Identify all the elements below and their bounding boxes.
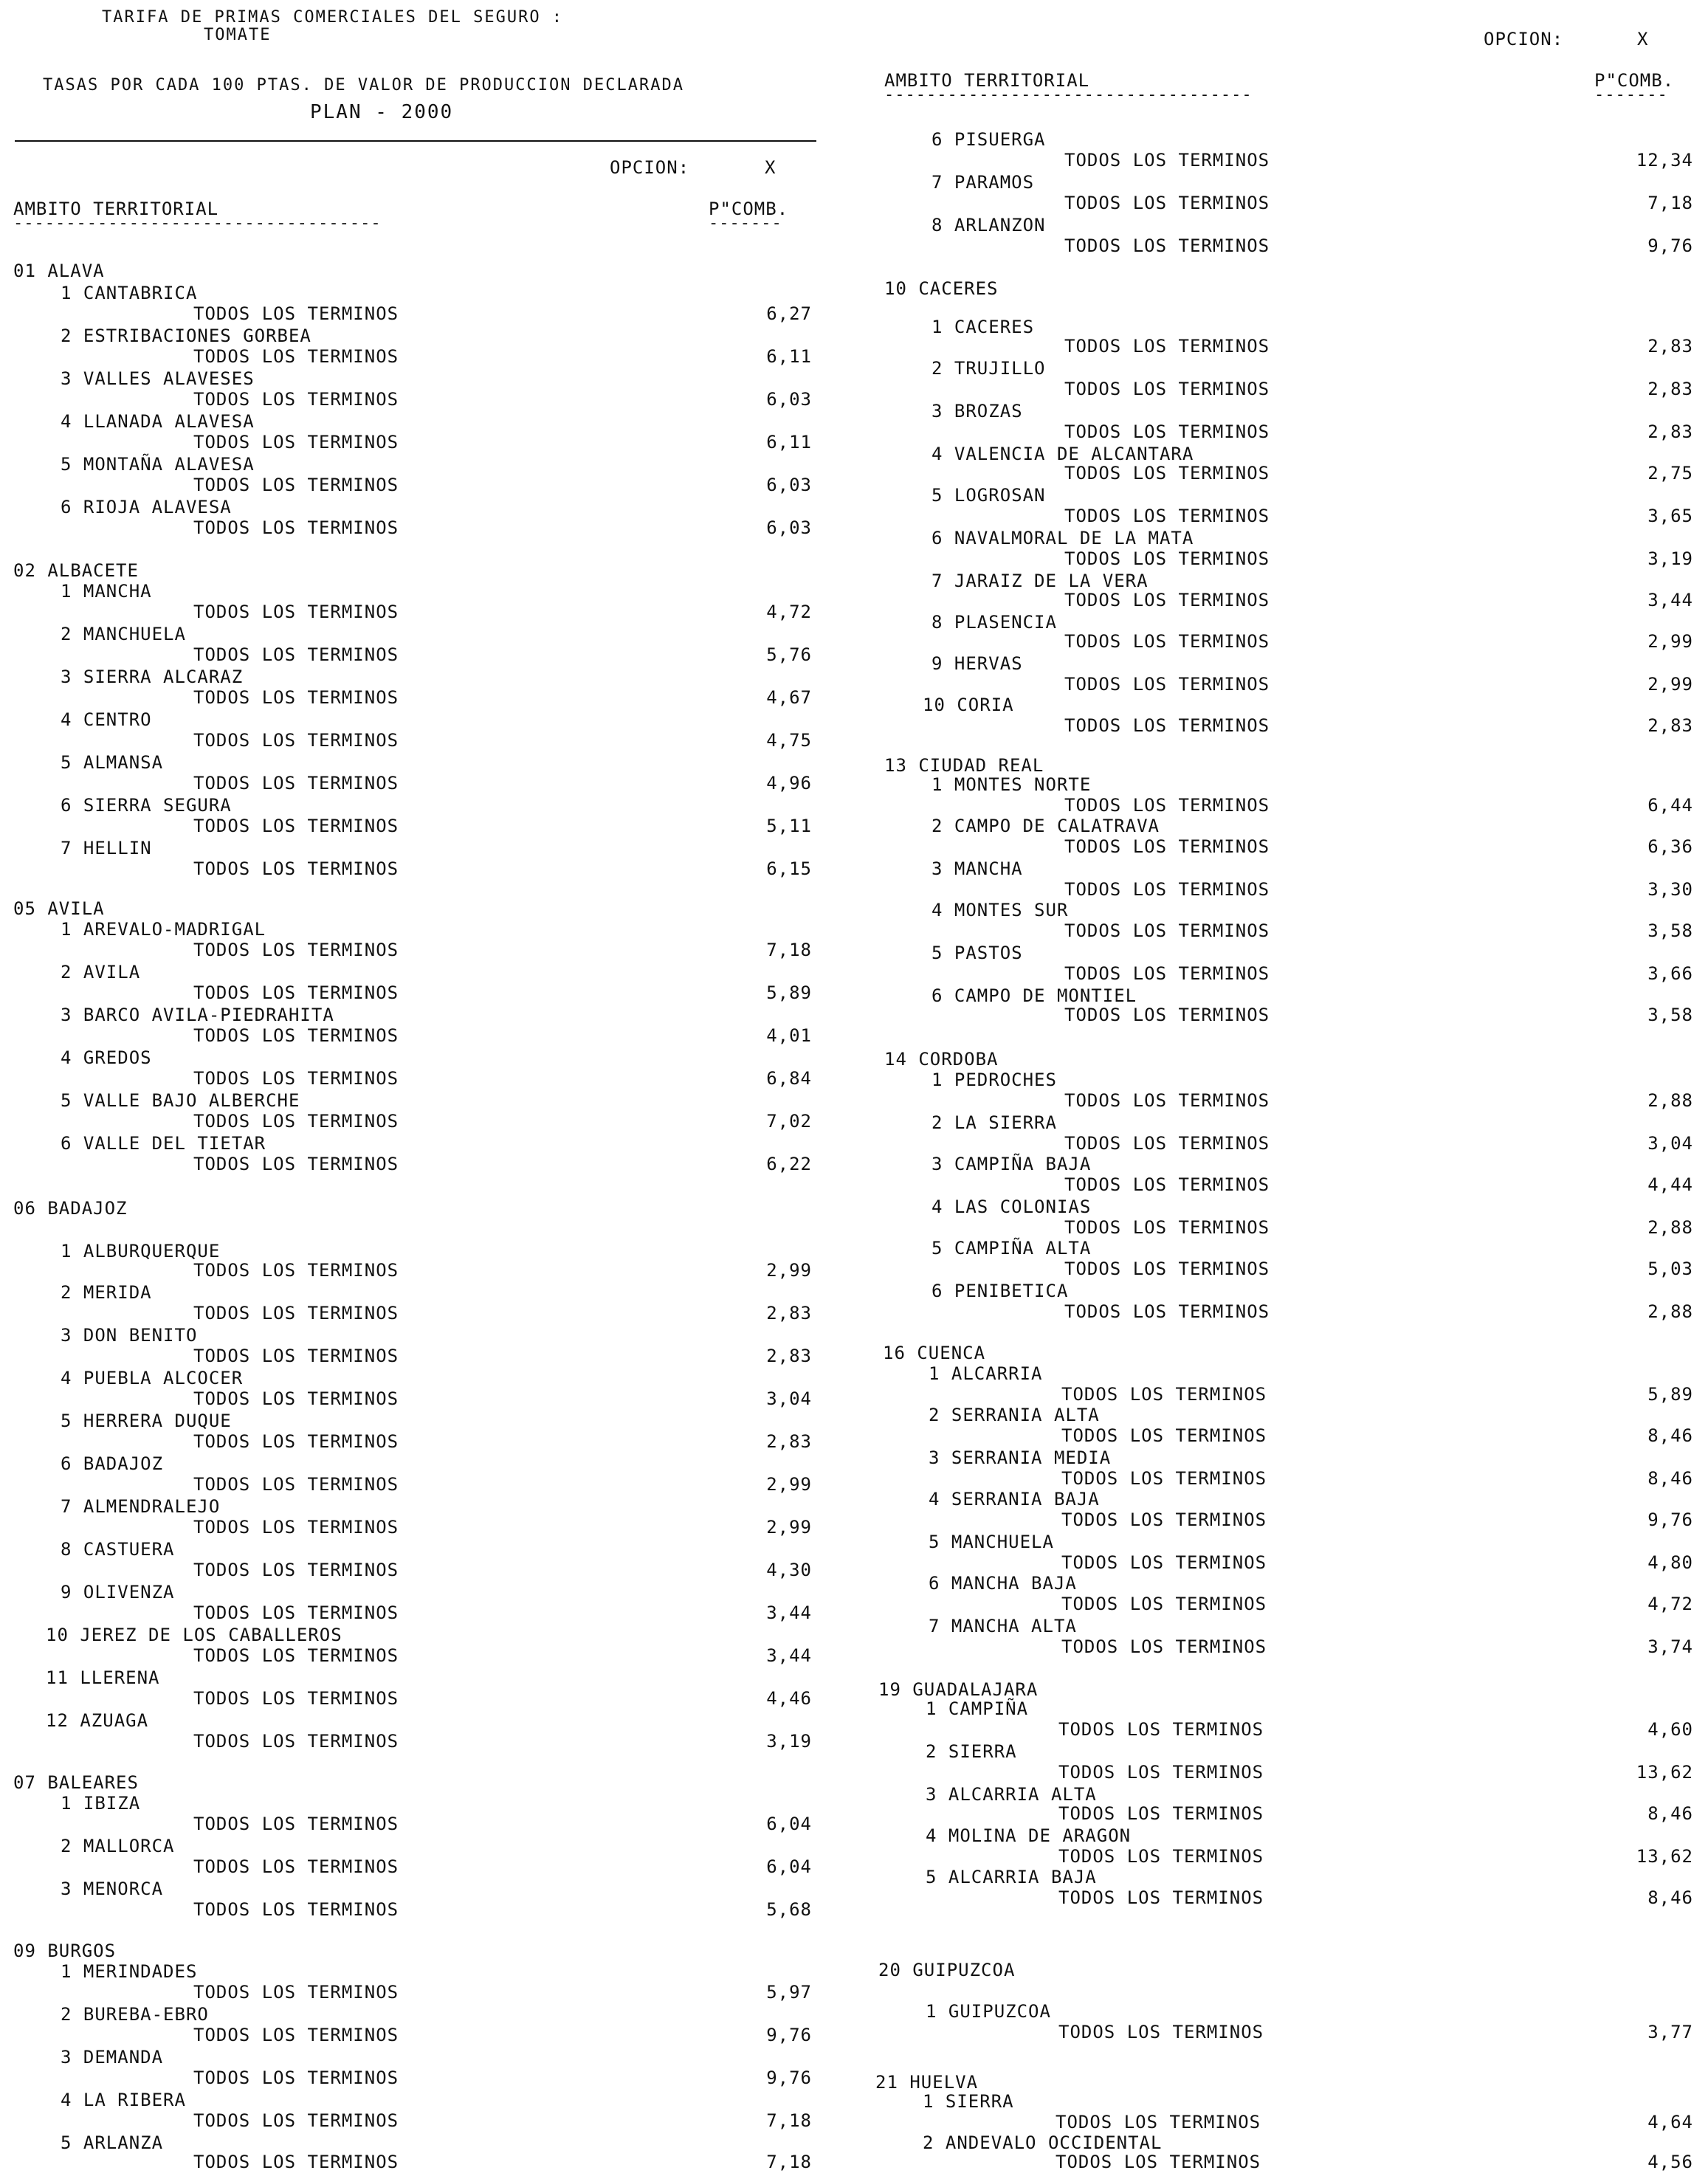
zone-term: TODOS LOS TERMINOS bbox=[193, 303, 399, 324]
zone-rate: 3,04 bbox=[1647, 1133, 1693, 1154]
zone-name: 3 DEMANDA bbox=[61, 2047, 164, 2067]
zone-term: TODOS LOS TERMINOS bbox=[1064, 836, 1270, 857]
zone-name: 3 BARCO AVILA-PIEDRAHITA bbox=[61, 1005, 334, 1025]
zone-term: TODOS LOS TERMINOS bbox=[1061, 1636, 1267, 1657]
zone-term: TODOS LOS TERMINOS bbox=[193, 858, 399, 879]
zone-term: TODOS LOS TERMINOS bbox=[193, 982, 399, 1003]
zone-rate: 6,44 bbox=[1647, 795, 1693, 816]
zone-term: TODOS LOS TERMINOS bbox=[193, 730, 399, 751]
zone-term: TODOS LOS TERMINOS bbox=[193, 940, 399, 960]
zone-term: TODOS LOS TERMINOS bbox=[193, 1068, 399, 1089]
zone-name: 2 TRUJILLO bbox=[932, 358, 1046, 379]
zone-term: TODOS LOS TERMINOS bbox=[1064, 548, 1270, 569]
zone-term: TODOS LOS TERMINOS bbox=[193, 475, 399, 495]
zone-term: TODOS LOS TERMINOS bbox=[1058, 1803, 1264, 1824]
zone-rate: 4,30 bbox=[766, 1560, 812, 1580]
zone-name: 10 CORIA bbox=[923, 695, 1014, 715]
zone-rate: 2,99 bbox=[766, 1260, 812, 1281]
pcomb-underline-right: ------- bbox=[1594, 87, 1668, 103]
zone-term: TODOS LOS TERMINOS bbox=[1064, 963, 1270, 984]
zone-term: TODOS LOS TERMINOS bbox=[1064, 1217, 1270, 1238]
zone-name: 4 MONTES SUR bbox=[932, 900, 1069, 920]
province-heading: 19 GUADALAJARA bbox=[878, 1679, 1039, 1700]
zone-name: 6 VALLE DEL TIETAR bbox=[61, 1133, 266, 1154]
province-heading: 10 CACERES bbox=[884, 278, 999, 299]
zone-name: 5 MANCHUELA bbox=[929, 1532, 1054, 1552]
zone-term: TODOS LOS TERMINOS bbox=[193, 1517, 399, 1538]
zone-rate: 6,11 bbox=[766, 432, 812, 452]
zone-rate: 5,89 bbox=[1647, 1384, 1693, 1405]
zone-term: TODOS LOS TERMINOS bbox=[193, 1856, 399, 1877]
zone-name: 6 RIOJA ALAVESA bbox=[61, 497, 232, 517]
zone-term: TODOS LOS TERMINOS bbox=[193, 1645, 399, 1666]
zone-term: TODOS LOS TERMINOS bbox=[193, 1111, 399, 1132]
zone-rate: 6,84 bbox=[766, 1068, 812, 1089]
pcomb-label-right: P"COMB. bbox=[1594, 70, 1675, 91]
zone-name: 8 PLASENCIA bbox=[932, 612, 1057, 633]
zone-name: 7 JARAIZ DE LA VERA bbox=[932, 571, 1149, 591]
zone-name: 1 ALBURQUERQUE bbox=[61, 1241, 221, 1261]
zone-term: TODOS LOS TERMINOS bbox=[1064, 336, 1270, 357]
zone-name: 2 BUREBA-EBRO bbox=[61, 2004, 209, 2025]
zone-name: 7 HELLIN bbox=[61, 838, 152, 858]
zone-name: 4 VALENCIA DE ALCANTARA bbox=[932, 444, 1194, 464]
zone-rate: 3,65 bbox=[1647, 506, 1693, 526]
zone-rate: 6,03 bbox=[766, 389, 812, 410]
zone-term: TODOS LOS TERMINOS bbox=[1061, 1425, 1267, 1446]
province-heading: 21 HUELVA bbox=[875, 2072, 979, 2093]
zone-name: 2 MERIDA bbox=[61, 1282, 152, 1303]
zone-term: TODOS LOS TERMINOS bbox=[193, 602, 399, 622]
zone-rate: 2,83 bbox=[1647, 379, 1693, 399]
zone-rate: 2,83 bbox=[1647, 336, 1693, 357]
zone-rate: 6,03 bbox=[766, 517, 812, 538]
zone-name: 5 MONTAÑA ALAVESA bbox=[61, 454, 255, 475]
zone-name: 1 IBIZA bbox=[61, 1793, 141, 1814]
zone-rate: 8,46 bbox=[1647, 1887, 1693, 1908]
zone-term: TODOS LOS TERMINOS bbox=[1064, 1133, 1270, 1154]
province-heading: 05 AVILA bbox=[13, 898, 105, 919]
zone-term: TODOS LOS TERMINOS bbox=[193, 389, 399, 410]
zone-term: TODOS LOS TERMINOS bbox=[193, 432, 399, 452]
zone-rate: 4,56 bbox=[1647, 2152, 1693, 2172]
zone-name: 1 MONTES NORTE bbox=[932, 774, 1092, 795]
zone-term: TODOS LOS TERMINOS bbox=[1061, 1384, 1267, 1405]
zone-term: TODOS LOS TERMINOS bbox=[193, 773, 399, 793]
zone-name: 4 LLANADA ALAVESA bbox=[61, 411, 255, 432]
plan-label: PLAN - 2000 bbox=[310, 101, 454, 123]
zone-name: 4 GREDOS bbox=[61, 1047, 152, 1068]
zone-term: TODOS LOS TERMINOS bbox=[1064, 1174, 1270, 1195]
zone-term: TODOS LOS TERMINOS bbox=[1064, 1090, 1270, 1111]
zone-rate: 13,62 bbox=[1636, 1762, 1693, 1783]
zone-term: TODOS LOS TERMINOS bbox=[193, 816, 399, 836]
opcion-value-right: X bbox=[1637, 29, 1649, 49]
zone-rate: 9,76 bbox=[1647, 1509, 1693, 1530]
zone-term: TODOS LOS TERMINOS bbox=[1064, 379, 1270, 399]
zone-term: TODOS LOS TERMINOS bbox=[1064, 879, 1270, 900]
zone-name: 4 LA RIBERA bbox=[61, 2090, 186, 2110]
zone-rate: 5,68 bbox=[766, 1899, 812, 1920]
zone-rate: 8,46 bbox=[1647, 1425, 1693, 1446]
zone-rate: 2,83 bbox=[1647, 715, 1693, 736]
zone-rate: 2,83 bbox=[766, 1346, 812, 1366]
zone-rate: 4,72 bbox=[766, 602, 812, 622]
zone-term: TODOS LOS TERMINOS bbox=[1058, 1762, 1264, 1783]
zone-name: 1 CANTABRICA bbox=[61, 283, 198, 303]
zone-name: 1 SIERRA bbox=[923, 2091, 1014, 2112]
province-heading: 06 BADAJOZ bbox=[13, 1198, 128, 1219]
zone-rate: 2,88 bbox=[1647, 1090, 1693, 1111]
zone-term: TODOS LOS TERMINOS bbox=[1056, 2152, 1261, 2172]
header-rule bbox=[15, 140, 816, 142]
zone-rate: 6,11 bbox=[766, 346, 812, 367]
zone-name: 8 CASTUERA bbox=[61, 1539, 175, 1560]
zone-rate: 3,74 bbox=[1647, 1636, 1693, 1657]
zone-term: TODOS LOS TERMINOS bbox=[1058, 1887, 1264, 1908]
zone-name: 4 LAS COLONIAS bbox=[932, 1197, 1092, 1217]
zone-term: TODOS LOS TERMINOS bbox=[1064, 235, 1270, 256]
zone-name: 3 BROZAS bbox=[932, 401, 1023, 421]
ambito-underline-right: ----------------------------------- bbox=[884, 87, 1253, 103]
zone-rate: 2,83 bbox=[1647, 421, 1693, 442]
pcomb-underline-left: ------- bbox=[709, 216, 782, 232]
zone-term: TODOS LOS TERMINOS bbox=[1064, 421, 1270, 442]
zone-rate: 5,89 bbox=[766, 982, 812, 1003]
zone-name: 2 ANDEVALO OCCIDENTAL bbox=[923, 2132, 1163, 2153]
zone-name: 12 AZUAGA bbox=[46, 1710, 149, 1731]
zone-rate: 5,97 bbox=[766, 1982, 812, 2003]
zone-term: TODOS LOS TERMINOS bbox=[193, 1560, 399, 1580]
zone-term: TODOS LOS TERMINOS bbox=[1061, 1509, 1267, 1530]
zone-rate: 9,76 bbox=[1647, 235, 1693, 256]
zone-name: 2 SERRANIA ALTA bbox=[929, 1405, 1100, 1425]
zone-rate: 4,60 bbox=[1647, 1719, 1693, 1740]
province-heading: 07 BALEARES bbox=[13, 1772, 139, 1793]
zone-rate: 4,64 bbox=[1647, 2112, 1693, 2132]
zone-term: TODOS LOS TERMINOS bbox=[193, 1431, 399, 1452]
zone-name: 3 ALCARRIA ALTA bbox=[926, 1784, 1097, 1805]
province-heading: 09 BURGOS bbox=[13, 1941, 117, 1961]
zone-name: 5 ARLANZA bbox=[61, 2132, 164, 2153]
zone-rate: 2,99 bbox=[1647, 631, 1693, 652]
zone-term: TODOS LOS TERMINOS bbox=[193, 687, 399, 708]
zone-rate: 8,46 bbox=[1647, 1803, 1693, 1824]
zone-rate: 4,75 bbox=[766, 730, 812, 751]
zone-rate: 3,77 bbox=[1647, 2022, 1693, 2042]
zone-term: TODOS LOS TERMINOS bbox=[1064, 150, 1270, 171]
zone-rate: 2,75 bbox=[1647, 463, 1693, 483]
zone-rate: 2,83 bbox=[766, 1303, 812, 1323]
zone-rate: 4,72 bbox=[1647, 1594, 1693, 1614]
zone-rate: 2,99 bbox=[766, 1474, 812, 1495]
zone-rate: 4,80 bbox=[1647, 1552, 1693, 1573]
zone-rate: 3,44 bbox=[766, 1602, 812, 1623]
zone-term: TODOS LOS TERMINOS bbox=[193, 346, 399, 367]
zone-name: 2 CAMPO DE CALATRAVA bbox=[932, 816, 1160, 836]
zone-name: 2 SIERRA bbox=[926, 1741, 1017, 1762]
zone-name: 3 VALLES ALAVESES bbox=[61, 368, 255, 389]
zone-name: 6 MANCHA BAJA bbox=[929, 1573, 1077, 1594]
zone-term: TODOS LOS TERMINOS bbox=[1061, 1594, 1267, 1614]
zone-rate: 8,46 bbox=[1647, 1468, 1693, 1489]
zone-name: 7 MANCHA ALTA bbox=[929, 1616, 1077, 1636]
zone-term: TODOS LOS TERMINOS bbox=[193, 1814, 399, 1834]
zone-name: 1 ALCARRIA bbox=[929, 1363, 1043, 1384]
zone-name: 6 SIERRA SEGURA bbox=[61, 795, 232, 816]
zone-rate: 7,18 bbox=[766, 2110, 812, 2131]
zone-term: TODOS LOS TERMINOS bbox=[1061, 1552, 1267, 1573]
zone-name: 9 OLIVENZA bbox=[61, 1582, 175, 1602]
pcomb-label-left: P"COMB. bbox=[709, 199, 789, 219]
zone-term: TODOS LOS TERMINOS bbox=[193, 2025, 399, 2045]
zone-rate: 2,88 bbox=[1647, 1217, 1693, 1238]
opcion-value-left: X bbox=[765, 157, 776, 178]
zone-rate: 6,15 bbox=[766, 858, 812, 879]
zone-rate: 4,96 bbox=[766, 773, 812, 793]
zone-rate: 2,88 bbox=[1647, 1301, 1693, 1322]
zone-rate: 5,76 bbox=[766, 644, 812, 665]
zone-name: 4 PUEBLA ALCOCER bbox=[61, 1368, 244, 1388]
province-heading: 02 ALBACETE bbox=[13, 560, 139, 581]
zone-term: TODOS LOS TERMINOS bbox=[193, 2067, 399, 2088]
zone-rate: 7,18 bbox=[766, 940, 812, 960]
zone-name: 5 ALMANSA bbox=[61, 752, 164, 773]
zone-term: TODOS LOS TERMINOS bbox=[1064, 715, 1270, 736]
zone-rate: 3,30 bbox=[1647, 879, 1693, 900]
zone-name: 3 DON BENITO bbox=[61, 1325, 198, 1346]
zone-term: TODOS LOS TERMINOS bbox=[193, 1260, 399, 1281]
zone-name: 6 PENIBETICA bbox=[932, 1281, 1069, 1301]
zone-rate: 3,44 bbox=[1647, 590, 1693, 610]
zone-term: TODOS LOS TERMINOS bbox=[1056, 2112, 1261, 2132]
zone-rate: 3,58 bbox=[1647, 920, 1693, 941]
title-line-1: TARIFA DE PRIMAS COMERCIALES DEL SEGURO : bbox=[102, 8, 564, 27]
zone-term: TODOS LOS TERMINOS bbox=[1058, 1719, 1264, 1740]
zone-rate: 3,58 bbox=[1647, 1005, 1693, 1025]
zone-rate: 4,46 bbox=[766, 1688, 812, 1709]
zone-term: TODOS LOS TERMINOS bbox=[193, 1474, 399, 1495]
zone-term: TODOS LOS TERMINOS bbox=[1058, 1846, 1264, 1867]
zone-name: 2 MANCHUELA bbox=[61, 624, 186, 644]
zone-rate: 2,83 bbox=[766, 1431, 812, 1452]
zone-name: 1 GUIPUZCOA bbox=[926, 2001, 1051, 2022]
zone-name: 2 ESTRIBACIONES GORBEA bbox=[61, 326, 311, 346]
province-heading: 20 GUIPUZCOA bbox=[878, 1960, 1016, 1980]
zone-name: 8 ARLANZON bbox=[932, 215, 1046, 235]
zone-name: 5 VALLE BAJO ALBERCHE bbox=[61, 1090, 300, 1111]
zone-name: 6 CAMPO DE MONTIEL bbox=[932, 985, 1137, 1006]
zone-term: TODOS LOS TERMINOS bbox=[193, 517, 399, 538]
zone-term: TODOS LOS TERMINOS bbox=[193, 2110, 399, 2131]
zone-term: TODOS LOS TERMINOS bbox=[1061, 1468, 1267, 1489]
zone-rate: 6,36 bbox=[1647, 836, 1693, 857]
zone-name: 2 MALLORCA bbox=[61, 1836, 175, 1856]
zone-rate: 3,19 bbox=[766, 1731, 812, 1752]
zone-name: 11 LLERENA bbox=[46, 1667, 160, 1688]
opcion-label-left: OPCION: bbox=[610, 157, 690, 178]
zone-name: 4 MOLINA DE ARAGON bbox=[926, 1825, 1132, 1846]
zone-rate: 3,66 bbox=[1647, 963, 1693, 984]
zone-term: TODOS LOS TERMINOS bbox=[1064, 920, 1270, 941]
zone-name: 7 ALMENDRALEJO bbox=[61, 1496, 221, 1517]
zone-rate: 7,02 bbox=[766, 1111, 812, 1132]
zone-rate: 13,62 bbox=[1636, 1846, 1693, 1867]
zone-term: TODOS LOS TERMINOS bbox=[193, 1388, 399, 1409]
zone-term: TODOS LOS TERMINOS bbox=[1064, 193, 1270, 213]
ambito-label-right: AMBITO TERRITORIAL bbox=[884, 70, 1090, 91]
zone-term: TODOS LOS TERMINOS bbox=[1058, 2022, 1264, 2042]
zone-rate: 9,76 bbox=[766, 2025, 812, 2045]
zone-rate: 6,27 bbox=[766, 303, 812, 324]
zone-term: TODOS LOS TERMINOS bbox=[1064, 674, 1270, 695]
zone-term: TODOS LOS TERMINOS bbox=[1064, 506, 1270, 526]
zone-rate: 7,18 bbox=[1647, 193, 1693, 213]
zone-rate: 7,18 bbox=[766, 2152, 812, 2172]
zone-rate: 6,04 bbox=[766, 1814, 812, 1834]
zone-name: 1 AREVALO-MADRIGAL bbox=[61, 919, 266, 940]
zone-term: TODOS LOS TERMINOS bbox=[1064, 1005, 1270, 1025]
zone-name: 10 JEREZ DE LOS CABALLEROS bbox=[46, 1625, 342, 1645]
zone-name: 6 PISUERGA bbox=[932, 129, 1046, 150]
zone-name: 1 MERINDADES bbox=[61, 1961, 198, 1982]
title-product: TOMATE bbox=[204, 26, 272, 44]
zone-term: TODOS LOS TERMINOS bbox=[193, 1025, 399, 1046]
zone-name: 7 PARAMOS bbox=[932, 172, 1035, 193]
zone-term: TODOS LOS TERMINOS bbox=[193, 1602, 399, 1623]
zone-term: TODOS LOS TERMINOS bbox=[1064, 631, 1270, 652]
zone-rate: 2,99 bbox=[766, 1517, 812, 1538]
zone-name: 9 HERVAS bbox=[932, 653, 1023, 674]
province-heading: 14 CORDOBA bbox=[884, 1049, 999, 1070]
zone-name: 3 MANCHA bbox=[932, 858, 1023, 879]
zone-name: 3 MENORCA bbox=[61, 1879, 164, 1899]
zone-term: TODOS LOS TERMINOS bbox=[193, 2152, 399, 2172]
title-rates: TASAS POR CADA 100 PTAS. DE VALOR DE PRODUCCION DECLARADA bbox=[43, 76, 684, 94]
zone-name: 1 CACERES bbox=[932, 317, 1035, 337]
zone-term: TODOS LOS TERMINOS bbox=[193, 1154, 399, 1174]
zone-name: 1 CAMPIÑA bbox=[926, 1698, 1029, 1719]
zone-rate: 6,04 bbox=[766, 1856, 812, 1877]
zone-rate: 5,11 bbox=[766, 816, 812, 836]
zone-name: 1 PEDROCHES bbox=[932, 1070, 1057, 1090]
province-heading: 13 CIUDAD REAL bbox=[884, 755, 1044, 776]
zone-name: 5 ALCARRIA BAJA bbox=[926, 1867, 1097, 1887]
zone-name: 3 CAMPIÑA BAJA bbox=[932, 1154, 1092, 1174]
zone-name: 6 BADAJOZ bbox=[61, 1453, 164, 1474]
zone-name: 1 MANCHA bbox=[61, 581, 152, 602]
zone-rate: 5,03 bbox=[1647, 1259, 1693, 1279]
zone-term: TODOS LOS TERMINOS bbox=[1064, 1259, 1270, 1279]
zone-rate: 3,19 bbox=[1647, 548, 1693, 569]
zone-name: 4 CENTRO bbox=[61, 709, 152, 730]
zone-rate: 2,99 bbox=[1647, 674, 1693, 695]
zone-rate: 9,76 bbox=[766, 2067, 812, 2088]
zone-name: 3 SIERRA ALCARAZ bbox=[61, 667, 244, 687]
zone-name: 5 CAMPIÑA ALTA bbox=[932, 1238, 1092, 1259]
zone-name: 5 PASTOS bbox=[932, 943, 1023, 963]
zone-name: 3 SERRANIA MEDIA bbox=[929, 1447, 1112, 1468]
zone-term: TODOS LOS TERMINOS bbox=[193, 1982, 399, 2003]
zone-name: 5 LOGROSAN bbox=[932, 485, 1046, 506]
zone-term: TODOS LOS TERMINOS bbox=[193, 644, 399, 665]
zone-term: TODOS LOS TERMINOS bbox=[1064, 590, 1270, 610]
zone-rate: 3,44 bbox=[766, 1645, 812, 1666]
zone-name: 5 HERRERA DUQUE bbox=[61, 1411, 232, 1431]
zone-term: TODOS LOS TERMINOS bbox=[193, 1731, 399, 1752]
zone-name: 6 NAVALMORAL DE LA MATA bbox=[932, 528, 1194, 548]
zone-term: TODOS LOS TERMINOS bbox=[193, 1688, 399, 1709]
zone-term: TODOS LOS TERMINOS bbox=[193, 1303, 399, 1323]
zone-rate: 3,04 bbox=[766, 1388, 812, 1409]
zone-rate: 6,22 bbox=[766, 1154, 812, 1174]
opcion-label-right: OPCION: bbox=[1484, 29, 1564, 49]
zone-rate: 4,67 bbox=[766, 687, 812, 708]
zone-name: 2 LA SIERRA bbox=[932, 1112, 1057, 1133]
province-heading: 01 ALAVA bbox=[13, 261, 105, 281]
zone-name: 2 AVILA bbox=[61, 962, 141, 982]
zone-term: TODOS LOS TERMINOS bbox=[1064, 795, 1270, 816]
zone-rate: 12,34 bbox=[1636, 150, 1693, 171]
zone-rate: 6,03 bbox=[766, 475, 812, 495]
zone-rate: 4,44 bbox=[1647, 1174, 1693, 1195]
zone-term: TODOS LOS TERMINOS bbox=[1064, 463, 1270, 483]
zone-name: 4 SERRANIA BAJA bbox=[929, 1489, 1100, 1509]
zone-term: TODOS LOS TERMINOS bbox=[193, 1346, 399, 1366]
zone-term: TODOS LOS TERMINOS bbox=[193, 1899, 399, 1920]
ambito-label-left: AMBITO TERRITORIAL bbox=[13, 199, 219, 219]
ambito-underline-left: ----------------------------------- bbox=[13, 216, 382, 232]
zone-term: TODOS LOS TERMINOS bbox=[1064, 1301, 1270, 1322]
province-heading: 16 CUENCA bbox=[883, 1343, 986, 1363]
zone-rate: 4,01 bbox=[766, 1025, 812, 1046]
